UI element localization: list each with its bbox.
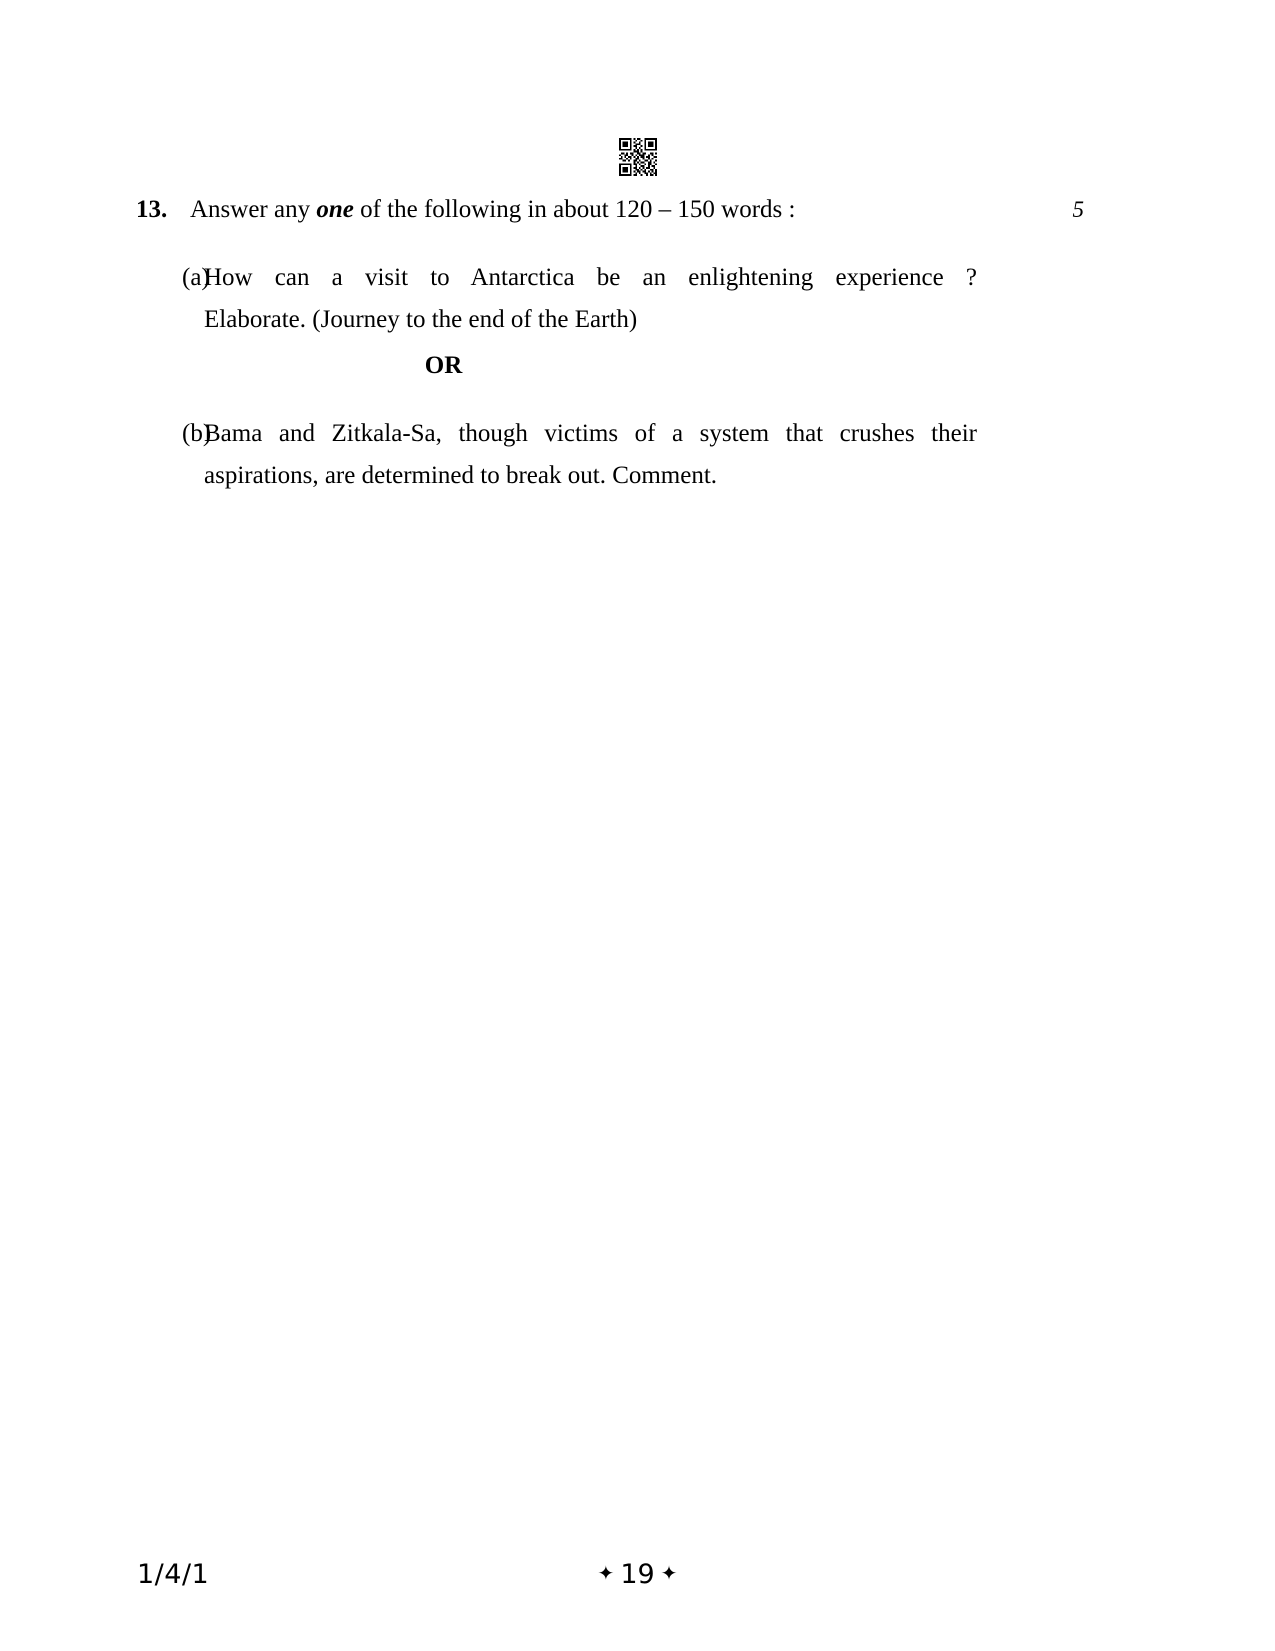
option-a-label: (a) (182, 264, 210, 291)
instruction-text-after: of the following in about 120 – 150 words : (353, 196, 796, 223)
question-number: 13. (136, 196, 168, 223)
ornament-left-icon: ✦ (597, 1561, 615, 1585)
paper-code: 1/4/1 (137, 1559, 210, 1590)
instruction-text-before: Answer any (190, 196, 317, 223)
question-block (136, 193, 1084, 497)
option-a-text (204, 257, 977, 341)
option-b-line-1: Bama and Zitkala-Sa, though victims of a system that crushes their (204, 420, 977, 447)
instruction-emphasis: one (316, 196, 354, 223)
option-a-line-1: How can a visit to Antarctica be an enlightening experience ? (204, 264, 977, 291)
option-b-text (204, 413, 977, 497)
ornament-right-icon: ✦ (660, 1561, 678, 1585)
question-instruction (190, 193, 1081, 227)
option-b-label: (b) (182, 420, 212, 447)
option-a-row (136, 257, 1081, 341)
or-separator: OR (424, 352, 463, 379)
qr-code-container (0, 138, 1275, 176)
option-b-line-2: aspirations, are determined to break out. Comment. (204, 462, 718, 489)
option-b-row (136, 413, 1081, 497)
question-marks: 5 (1072, 197, 1084, 222)
page-number: 19 (620, 1559, 655, 1590)
option-a-line-2: Elaborate. (Journey to the end of the Earth) (204, 306, 638, 333)
question-heading-row (136, 193, 1084, 227)
qr-code-icon (619, 138, 657, 176)
page-number-group (0, 1559, 1275, 1590)
page-footer (0, 1531, 1275, 1651)
